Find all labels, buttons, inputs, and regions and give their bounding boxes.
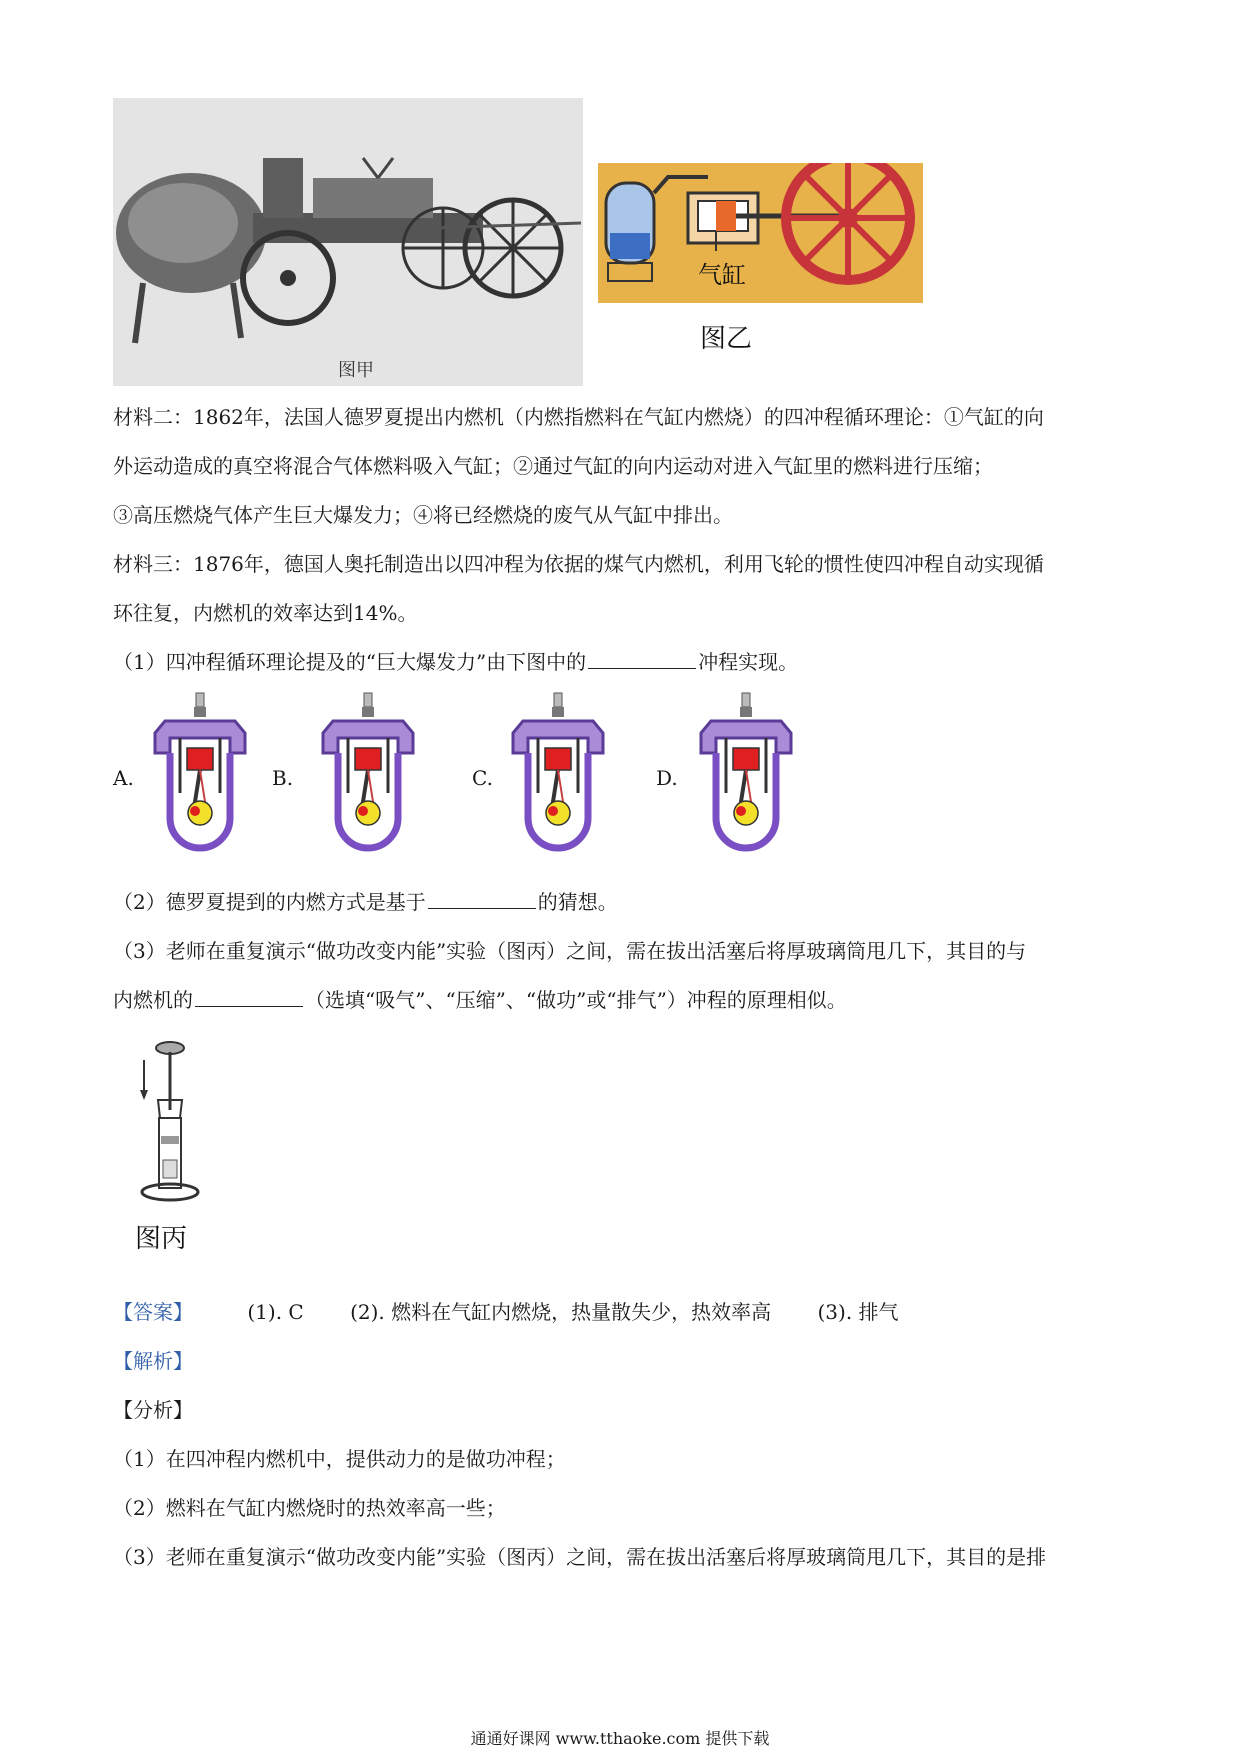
question-1-tail: 冲程实现。 <box>698 650 799 674</box>
question-3-line2 <box>113 975 847 1025</box>
analysis-line2: （2）燃料在气缸内燃烧时的热效率高一些； <box>113 1496 506 1520</box>
material2-line2: 外运动造成的真空将混合气体燃料吸入气缸；②通过气缸的向内运动对进入气缸里的燃料进行压缩； <box>113 454 993 478</box>
figure-yi-label: 气缸 <box>698 261 746 289</box>
answer-2: (2). 燃料在气缸内燃烧，热量散失少，热效率高 <box>350 1300 772 1324</box>
answer-row <box>113 1287 899 1337</box>
answer-1: (1). C <box>247 1300 304 1324</box>
question-2-tail: 的猜想。 <box>537 890 618 914</box>
question-3-line1: （3）老师在重复演示“做功改变内能”实验（图丙）之间，需在拔出活塞后将厚玻璃筒甩几下，其目的与 <box>113 939 1027 963</box>
page-footer: 通通好课网 www.tthaoke.com 提供下载 <box>470 1729 770 1748</box>
material3-line2: 环往复，内燃机的效率达到14%。 <box>113 601 418 625</box>
material2-line1: 材料二：1862年，法国人德罗夏提出内燃机（内燃指燃料在气缸内燃烧）的四冲程循环理论：①气缸的向 <box>113 405 1044 429</box>
question-2-text: （2）德罗夏提到的内燃方式是基于 <box>113 890 426 914</box>
analysis-line1: （1）在四冲程内燃机中，提供动力的是做功冲程； <box>113 1447 566 1471</box>
option-c-label: C. <box>472 766 493 790</box>
figure-bing <box>130 1040 220 1210</box>
option-b-label: B. <box>272 766 294 790</box>
answer-3: (3). 排气 <box>817 1300 899 1324</box>
question-1-text: （1）四冲程循环理论提及的“巨大爆发力”由下图中的 <box>113 650 587 674</box>
engine-option-a <box>155 693 245 848</box>
engine-option-b <box>323 693 413 848</box>
question-2 <box>113 877 618 927</box>
analysis-line3: （3）老师在重复演示“做功改变内能”实验（图丙）之间，需在拔出活塞后将厚玻璃筒甩几下，其目的是排 <box>113 1545 1047 1569</box>
option-a-label: A. <box>113 766 134 790</box>
engine-option-d <box>701 693 791 848</box>
option-d-label: D. <box>656 766 678 790</box>
material2-line3: ③高压燃烧气体产生巨大爆发力；④将已经燃烧的废气从气缸中排出。 <box>113 503 733 527</box>
question-3-blank[interactable] <box>195 984 303 1007</box>
analysis-sub-label: 【分析】 <box>113 1398 193 1422</box>
material3-line1: 材料三：1876年，德国人奥托制造出以四冲程为依据的煤气内燃机，利用飞轮的惯性使四冲程自动实现循 <box>113 552 1044 576</box>
figure-bing-caption: 图丙 <box>135 1224 188 1254</box>
question-2-blank[interactable] <box>428 886 536 909</box>
engine-option-c <box>513 693 603 848</box>
figure-jia-caption: 图甲 <box>338 360 374 381</box>
answer-label: 【答案】 <box>113 1300 193 1324</box>
question-3-tail: （选填“吸气”、“压缩”、“做功”或“排气”）冲程的原理相似。 <box>305 988 847 1012</box>
figure-yi-caption: 图乙 <box>700 324 753 354</box>
analysis-label: 【解析】 <box>113 1349 193 1373</box>
question-3-text: 内燃机的 <box>113 988 193 1012</box>
